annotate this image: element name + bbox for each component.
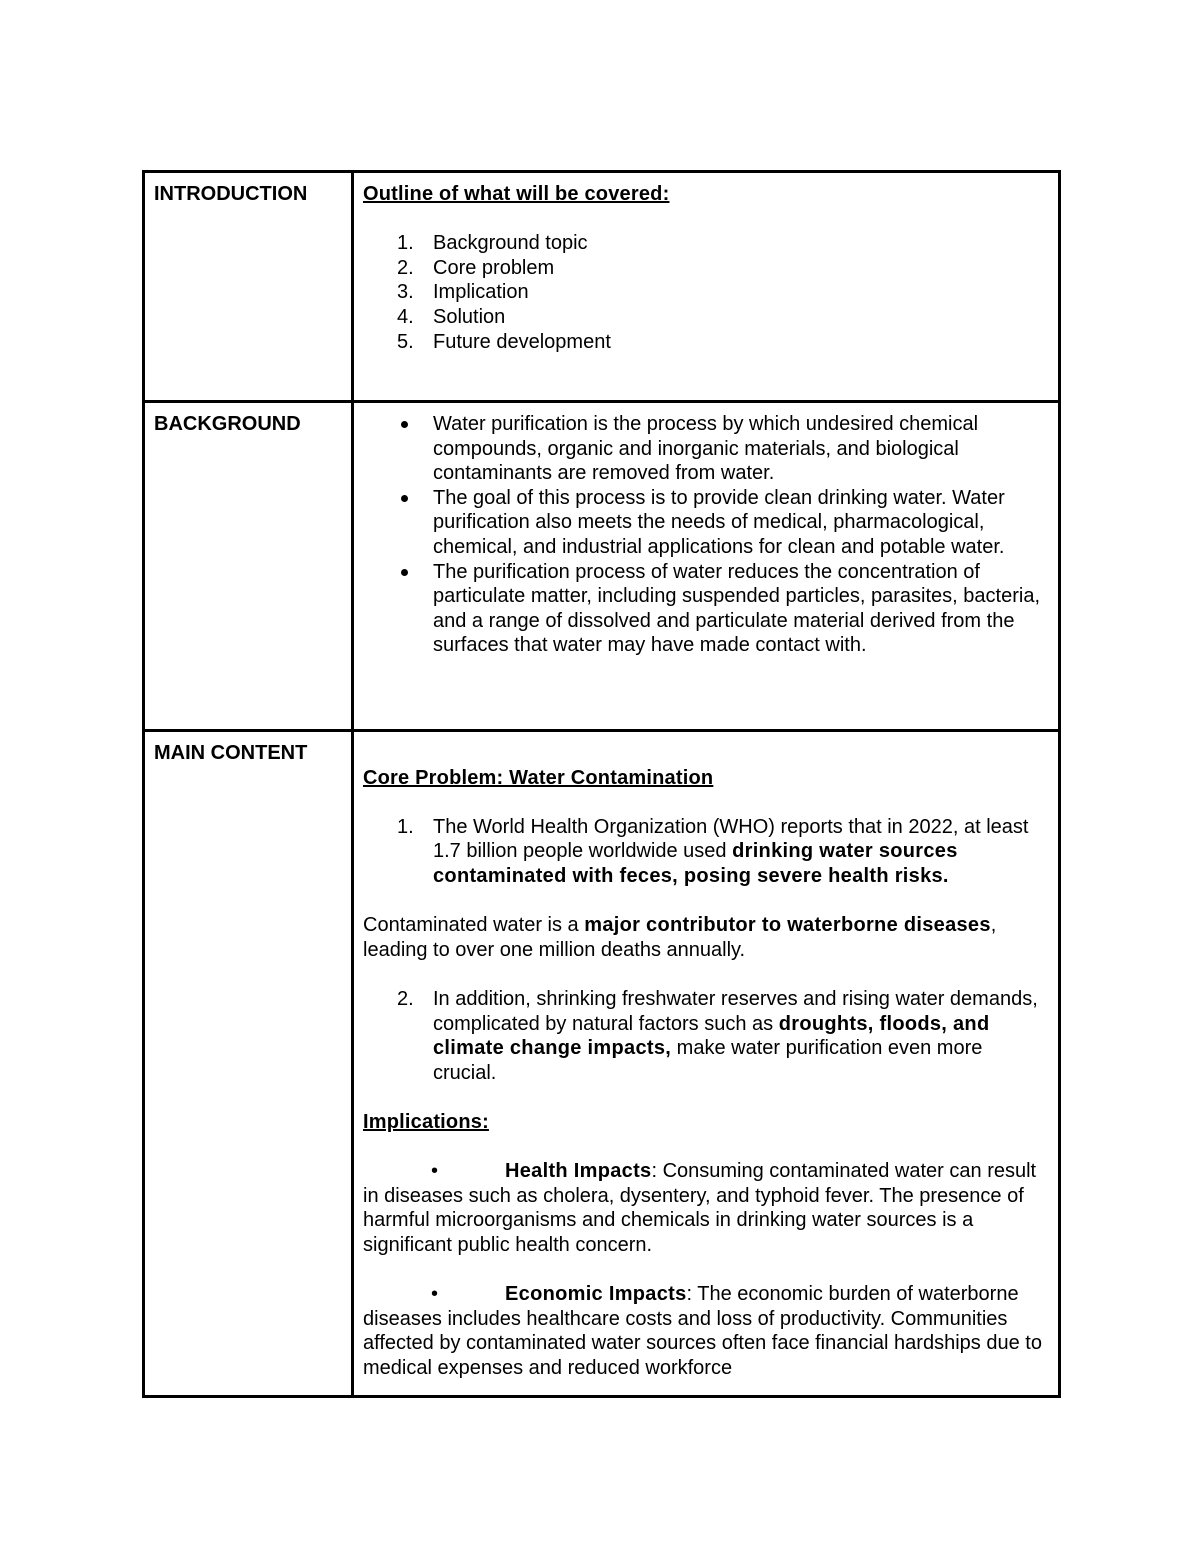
item-number: 5. [397,330,414,353]
background-row [144,402,1060,731]
outline-list [363,231,1048,354]
health-impacts-text: : Consuming contaminated water can result in diseases such as cholera, dysentery, and typhoid fever. The presence of harmful microorganisms and chemicals in drinking water sources is a significant public health concern. [363,1160,1037,1256]
bullet-icon: • [431,1160,439,1183]
core-problem-heading: Core Problem: Water Contamination [363,766,714,789]
item-text: Future development [433,330,611,353]
item-bold-text: droughts, floods, and climate change impacts, [433,1012,990,1060]
item-number: 2. [397,256,414,279]
background-item [363,486,1048,560]
health-impacts-title: Health Impacts [505,1160,652,1183]
outline-item [363,256,1048,281]
item-number: 1. [397,815,414,838]
core-problem-item [363,815,1048,889]
health-impacts-paragraph [363,1159,1048,1257]
item-text-end: make water purification even more crucial. [433,1037,983,1084]
bullet-dot-icon [401,421,408,428]
bullet-text: The goal of this process is to provide clean drinking water. Water purification also meets the needs of medical, pharmacological, chemical, and industrial applications for clean and potable water. [433,486,1005,558]
introduction-row [144,172,1060,402]
item-number: 4. [397,305,414,328]
economic-impacts-paragraph [363,1282,1048,1380]
item-text: In addition, shrinking freshwater reserves and rising water demands, complicated by natural factors such as [433,987,1038,1035]
item-number: 3. [397,281,414,304]
introduction-content [353,172,1060,402]
contaminated-paragraph [363,913,1048,962]
para-text: Contaminated water is a [363,914,585,937]
background-label: BACKGROUND [144,402,353,731]
main-content-label: MAIN CONTENT [144,731,353,1397]
main-content-row [144,731,1060,1397]
economic-impacts-title: Economic Impacts [505,1283,687,1306]
item-bold-text: drinking water sources contaminated with feces, posing severe health risks. [433,840,958,887]
economic-impacts-text: : The economic burden of waterborne diseases includes healthcare costs and loss of productivity. Communities affected by contaminated water sources often face financial hardships due to medical expenses and reduced workforce [363,1283,1042,1379]
core-problem-list [363,815,1048,889]
item-text: Core problem [433,256,555,279]
para-bold-text: major contributor to waterborne diseases [584,914,991,937]
core-problem-item [363,987,1048,1085]
bullet-text: Water purification is the process by which undesired chemical compounds, organic and inorganic materials, and biological contaminants are removed from water. [433,413,979,485]
item-text: Background topic [433,232,588,255]
item-text: Implication [433,281,529,304]
outline-item [363,231,1048,256]
outline-item [363,280,1048,305]
bullet-dot-icon [401,495,408,502]
outline-item [363,330,1048,355]
outline-table [142,170,1061,1398]
implications-heading: Implications: [363,1110,489,1133]
bullet-text: The purification process of water reduces the concentration of particulate matter, including suspended particles, parasites, bacteria, and a range of dissolved and particulate material derived from the surfaces that water may have made contact with. [433,560,1041,657]
item-text: Solution [433,305,506,328]
item-number: 1. [397,232,414,255]
item-text: The World Health Organization (WHO) reports that in 2022, at least 1.7 billion people worldwide used [433,815,1029,863]
background-item [363,560,1048,658]
background-list [363,412,1048,658]
core-problem-list-2 [363,987,1048,1085]
para-text-end: , leading to over one million deaths annually. [363,914,997,961]
introduction-label: INTRODUCTION [144,172,353,402]
bullet-dot-icon [401,569,408,576]
item-number: 2. [397,987,414,1010]
outline-heading: Outline of what will be covered: [363,183,670,205]
outline-item [363,305,1048,330]
background-content [353,402,1060,731]
main-content-body [353,731,1060,1397]
background-item [363,412,1048,486]
bullet-icon: • [431,1283,439,1306]
